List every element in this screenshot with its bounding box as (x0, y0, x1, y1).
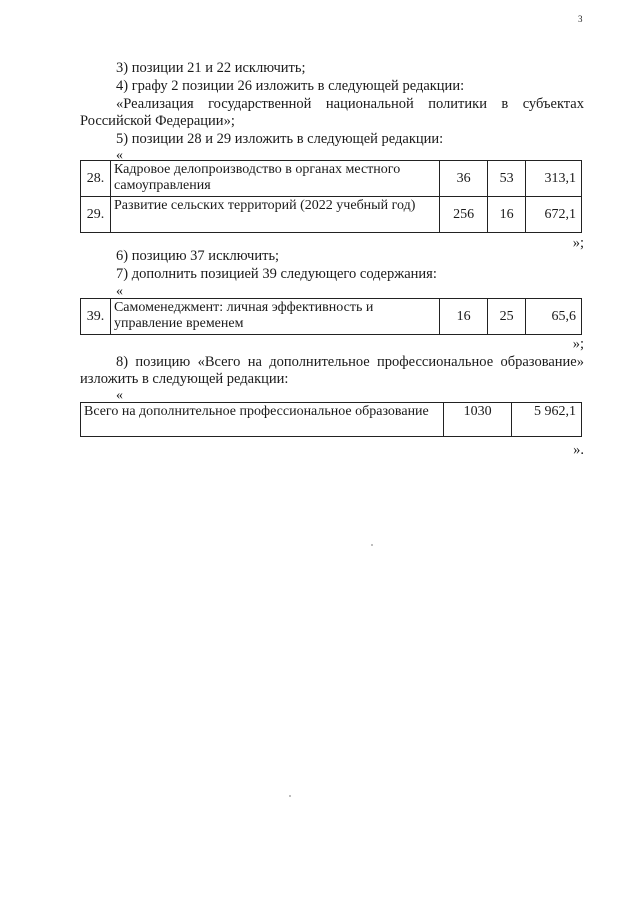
item-4-text: 4) графу 2 позиции 26 изложить в следующей редакции: (116, 78, 465, 94)
position-39-table (80, 298, 582, 335)
opening-quote-1: « (116, 148, 123, 163)
row-title: Самоменеджмент: личная эффективность и управление временем (110, 299, 439, 335)
scan-speck (371, 544, 373, 546)
total-title: Всего на дополнительное профессиональное образование (81, 403, 444, 437)
row-value-3: 65,6 (526, 299, 582, 335)
row-value-1: 256 (440, 197, 488, 233)
row-value-2: 25 (488, 299, 526, 335)
row-title: Кадровое делопроизводство в органах местного самоуправления (110, 161, 439, 197)
row-number: 29. (81, 197, 111, 233)
closing-quote-1: »; (572, 235, 584, 251)
page-number: 3 (578, 14, 583, 24)
positions-28-29-table (80, 160, 582, 233)
total-row-table (80, 402, 582, 437)
closing-quote-2: »; (572, 336, 584, 352)
item-3-text: 3) позиции 21 и 22 исключить; (116, 60, 306, 76)
row-value-3: 313,1 (526, 161, 582, 197)
row-value-2: 16 (488, 197, 526, 233)
item-8-text: 8) позицию «Всего на дополнительное профессиональное образование» (116, 354, 584, 370)
item-4-quote-line1: «Реализация государственной национальной политики в субъектах (116, 96, 584, 112)
item-6-text: 6) позицию 37 исключить; (116, 248, 280, 264)
scan-speck (289, 795, 291, 797)
row-number: 28. (81, 161, 111, 197)
row-value-2: 53 (488, 161, 526, 197)
table-row (81, 299, 582, 335)
table-row (81, 403, 582, 437)
table-row (81, 197, 582, 233)
total-value-1: 1030 (444, 403, 512, 437)
row-value-1: 16 (440, 299, 488, 335)
item-8-text-continued: изложить в следующей редакции: (80, 371, 289, 387)
opening-quote-3: « (116, 388, 123, 403)
row-value-1: 36 (440, 161, 488, 197)
total-value-2: 5 962,1 (512, 403, 582, 437)
item-7-text: 7) дополнить позицией 39 следующего содержания: (116, 266, 437, 282)
row-value-3: 672,1 (526, 197, 582, 233)
opening-quote-2: « (116, 284, 123, 299)
item-5-text: 5) позиции 28 и 29 изложить в следующей редакции: (116, 131, 444, 147)
row-title: Развитие сельских территорий (2022 учебный год) (110, 197, 439, 233)
table-row (81, 161, 582, 197)
closing-quote-3: ». (573, 442, 584, 458)
item-4-quote-line2: Российской Федерации»; (80, 113, 235, 129)
row-number: 39. (81, 299, 111, 335)
